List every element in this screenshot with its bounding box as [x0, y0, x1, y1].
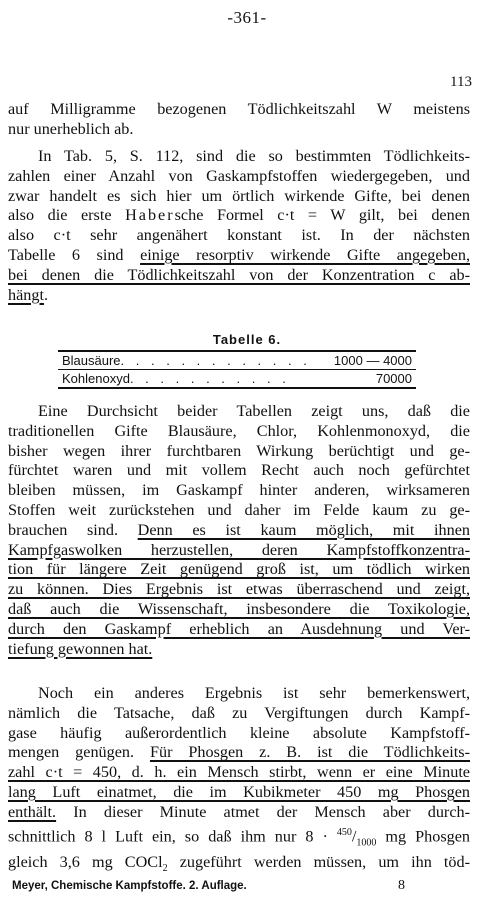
table-row	[58, 369, 416, 387]
text-line: Noch ein anderes Ergebnis ist sehr bemerkenswert,	[38, 684, 470, 702]
text-line	[8, 743, 470, 763]
text-run: mg Phosgen	[376, 826, 470, 845]
underlined-text-line: durch den Gaskampf erheblich an Ausdehnung und Ver-	[8, 619, 470, 638]
text-line: Eine Durchsicht beider Tabellen zeigt uns, daß die	[38, 402, 470, 420]
text-line: zahlen einer Anzahl von Gaskampfstoffen wiedergegeben, und	[8, 166, 470, 185]
text-line: also c·t sehr angenähert konstant ist. In der nächsten	[8, 226, 470, 245]
underlined-text: hängt	[8, 285, 44, 304]
underlined-text-line: daß auch die Wissenschaft, insbesondere die Toxikologie,	[8, 599, 470, 618]
table-leader-dots: . . . . . . . . . . .	[129, 371, 290, 386]
text-run: mengen genügen.	[8, 743, 150, 762]
author-name: Haber	[125, 206, 175, 225]
underlined-text-line: tion für längere Zeit genügend groß ist, um tödlich wirken	[8, 560, 470, 579]
paragraph-3	[8, 402, 470, 659]
paragraph-2	[8, 147, 470, 305]
text-line: In Tab. 5, S. 112, sind die so bestimmten Tödlichkeits-	[38, 147, 470, 165]
table-leader-dots: . . . . . . . . . . . . .	[120, 353, 311, 368]
footer-signature-number: 8	[398, 878, 405, 893]
underlined-text: Für Phosgen z. B. ist die Tödlichkeits-	[149, 743, 470, 762]
table-row	[58, 352, 416, 369]
text-line: nämlich die Tatsache, daß zu Vergiftungen durch Kampf-	[8, 703, 470, 722]
text-line: gase häufig außerordentlich kleine absolute Kampfstoff-	[8, 723, 470, 742]
underlined-text-line: lang Luft einatmet, die im Kubikmeter 450 mg Phosgen	[8, 782, 470, 801]
text-run: Tabelle 6 sind	[8, 245, 141, 264]
footer-citation: Meyer, Chemische Kampfstoffe. 2. Auflage.	[12, 880, 247, 892]
text-run: brauchen sind.	[8, 520, 138, 539]
text-run: also die erste	[8, 206, 126, 225]
text-line	[8, 521, 470, 541]
text-line: auf Milligramme bezogenen Tödlichkeitszahl W meistens	[8, 100, 470, 118]
fraction-denominator: 1000	[356, 837, 377, 849]
text-run: .	[43, 285, 49, 304]
text-line: zwar handelt es sich hier um örtlich wirkende Gifte, bei denen	[8, 186, 470, 205]
text-line: bleiben müssen, im Gaskampf hinter anderen, wirksameren	[8, 481, 470, 500]
underlined-text-line: bei denen die Tödlichkeitszahl von der Konzentration c ab-	[8, 265, 470, 284]
fraction-slash: /	[351, 826, 357, 845]
text-line	[8, 246, 470, 266]
paragraph-4	[8, 684, 470, 879]
text-run: zugeführt werden müssen, um ihn töd-	[167, 853, 470, 871]
text-line: Stoffen weit zurückstehen und daher im Felde kaum zu ge-	[8, 500, 470, 519]
underlined-text-line: zu können. Dies Ergebnis ist etwas überraschend und zeigt,	[8, 580, 470, 599]
text-line: nur unerheblich ab.	[8, 119, 134, 138]
text-line	[8, 823, 470, 853]
table-title: Tabelle 6.	[212, 332, 282, 347]
underlined-text: einige resorptiv wirkende Gifte angegeben,	[140, 245, 470, 264]
underlined-text: Denn es ist kaum möglich, mit ihnen	[137, 520, 470, 539]
printed-page-number: -361-	[227, 8, 267, 27]
paragraph-1	[8, 100, 470, 140]
table-cell-value: 70000	[375, 371, 412, 386]
text-line	[8, 803, 470, 823]
text-line: traditionellen Gifte Blausäure, Chlor, Kohlenmonoxyd, die	[8, 421, 470, 440]
chemical-subscript: 2	[162, 863, 168, 875]
text-run: schnittlich 8 l Luft ein, so daß ihm nur 8 ·	[8, 826, 337, 845]
underlined-text-line: Kampfgaswolken herzustellen, deren Kampfstoffkonzentra-	[8, 540, 470, 559]
text-run: gleich 3,6 mg COCl	[8, 853, 163, 871]
underlined-text: enthält.	[8, 802, 57, 821]
underlined-text-line: zahl c·t = 450, d. h. ein Mensch stirbt, wenn er eine Minute	[8, 763, 470, 782]
fraction-numerator: 450	[336, 826, 352, 838]
table-cell-name: Kohlenoxyd	[62, 371, 130, 386]
text-run: In dieser Minute atmet der Mensch aber durch-	[56, 802, 470, 821]
book-page-number: 113	[450, 74, 472, 90]
underlined-text-line: tiefung gewonnen hat.	[8, 639, 153, 658]
text-run: sche Formel c·t = W gilt, bei denen	[174, 206, 470, 225]
text-line: bisher wegen ihrer furchtbaren Wirkung berüchtigt und ge-	[8, 441, 470, 460]
table-cell-value: 1000 — 4000	[333, 353, 412, 368]
text-line	[8, 286, 470, 306]
table-cell-name: Blausäure	[62, 353, 121, 368]
text-line	[8, 206, 470, 226]
text-line	[8, 853, 470, 879]
text-line: fürchtet waren und mit vollem Recht auch noch gefürchtet	[8, 461, 470, 480]
toxicity-table	[58, 350, 416, 389]
